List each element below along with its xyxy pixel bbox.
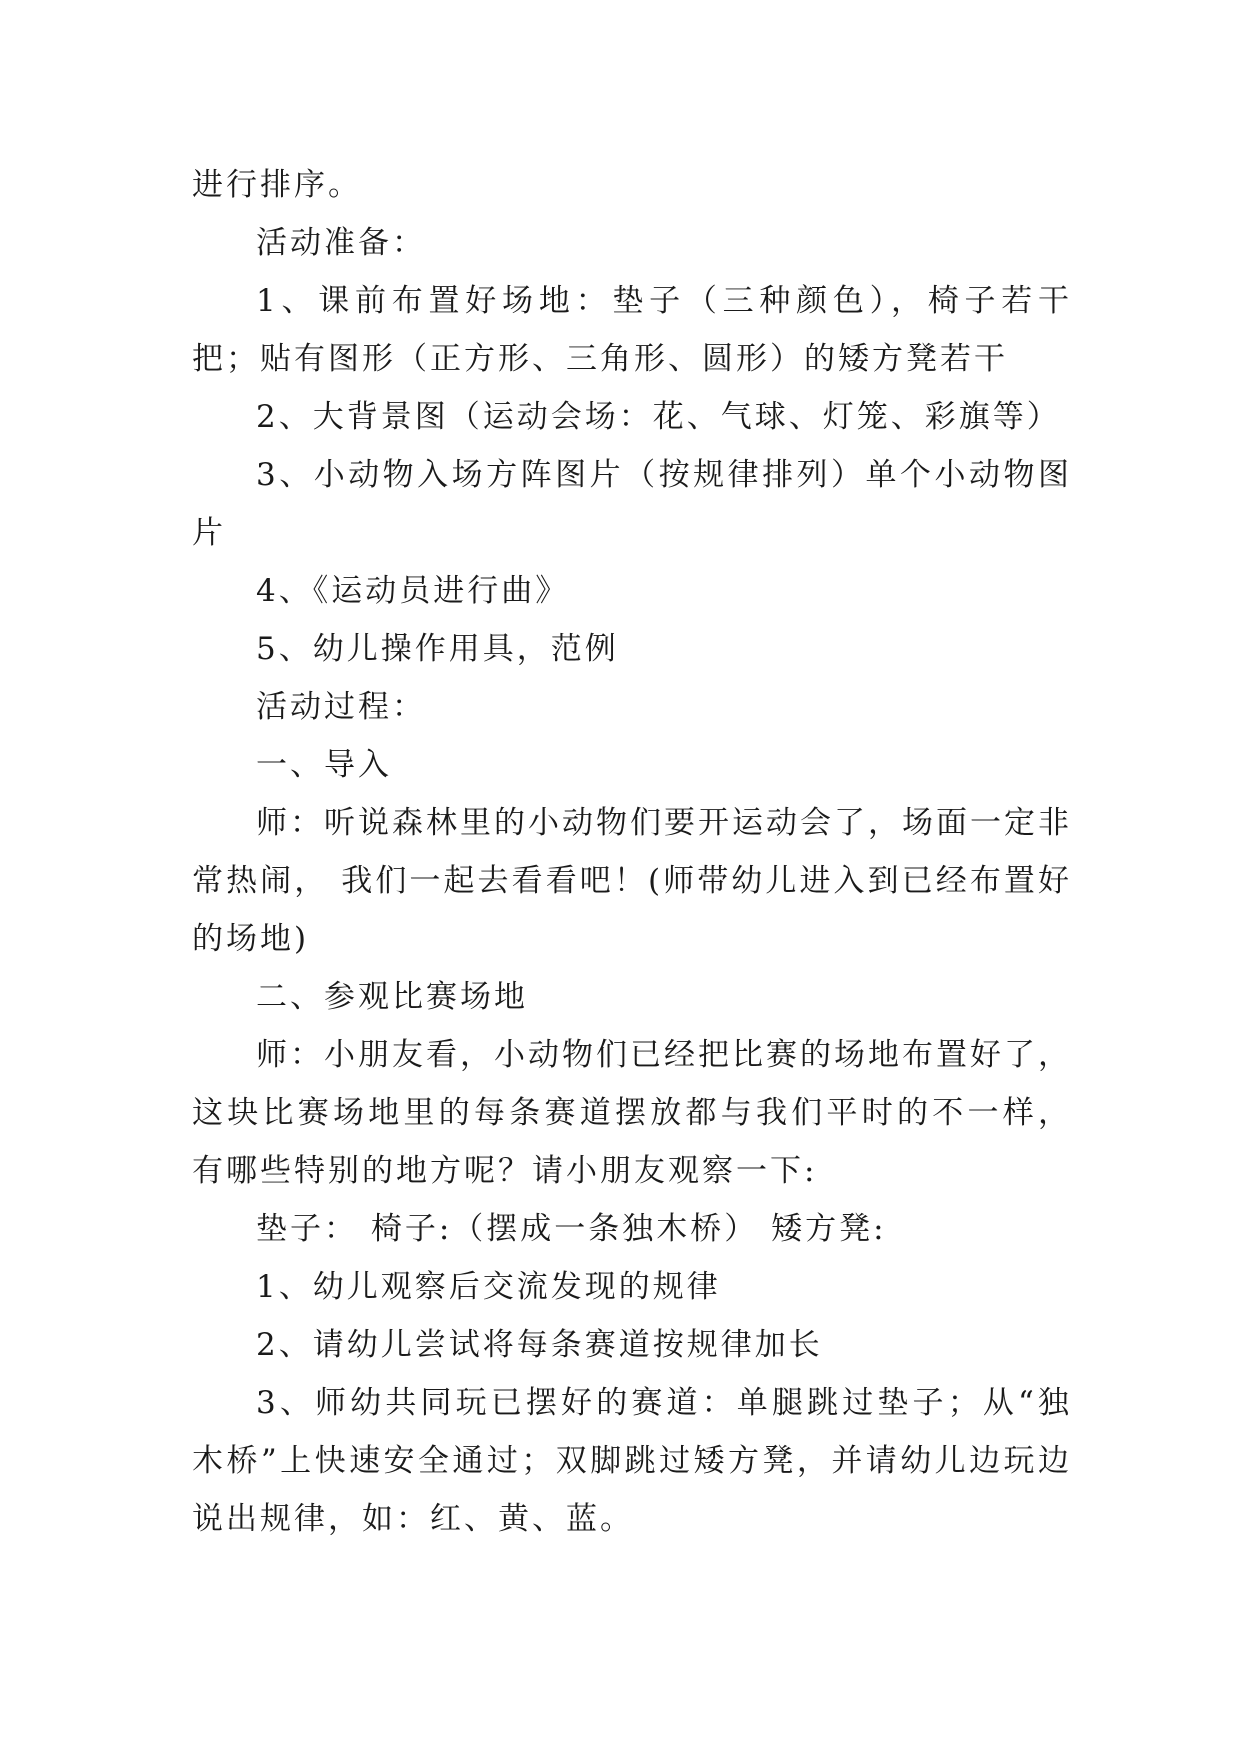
document-body xyxy=(192,156,1072,1548)
heading-section-2: 二、参观比赛场地 xyxy=(256,979,528,1015)
heading-activity-process: 活动过程： xyxy=(256,689,426,725)
paragraph-step-1: 1、幼儿观察后交流发现的规律 xyxy=(256,1269,721,1305)
paragraph-teacher-observe: 师：小朋友看，小动物们已经把比赛的场地布置好了，这块比赛场地里的每条赛道摆放都与我们平时的不一样，有哪些特别的地方呢？请小朋友观察一下: xyxy=(192,1037,1072,1189)
paragraph-equipment: 垫子： 椅子:（摆成一条独木桥） 矮方凳: xyxy=(256,1211,887,1247)
paragraph-teacher-intro: 师：听说森林里的小动物们要开运动会了，场面一定非常热闹， 我们一起去看看吧！(师带幼儿进入到已经布置好的场地) xyxy=(192,805,1072,957)
paragraph-prep-5: 5、幼儿操作用具，范例 xyxy=(256,631,619,667)
heading-activity-preparation: 活动准备： xyxy=(256,225,426,261)
heading-section-1: 一、导入 xyxy=(256,747,392,783)
paragraph-prep-3: 3、小动物入场方阵图片（按规律排列）单个小动物图片 xyxy=(192,457,1072,551)
paragraph-prep-1: 1、课前布置好场地：垫子（三种颜色），椅子若干把；贴有图形（正方形、三角形、圆形）的矮方凳若干 xyxy=(192,283,1072,377)
paragraph-step-2: 2、请幼儿尝试将每条赛道按规律加长 xyxy=(256,1327,823,1363)
paragraph-step-3: 3、师幼共同玩已摆好的赛道：单腿跳过垫子；从“独木桥”上快速安全通过；双脚跳过矮方凳，并请幼儿边玩边说出规律，如：红、黄、蓝。 xyxy=(192,1385,1072,1537)
paragraph-prep-4: 4、《运动员进行曲》 xyxy=(256,573,570,609)
paragraph-continuation: 进行排序。 xyxy=(192,167,362,203)
paragraph-prep-2: 2、大背景图（运动会场：花、气球、灯笼、彩旗等） xyxy=(256,399,1061,435)
